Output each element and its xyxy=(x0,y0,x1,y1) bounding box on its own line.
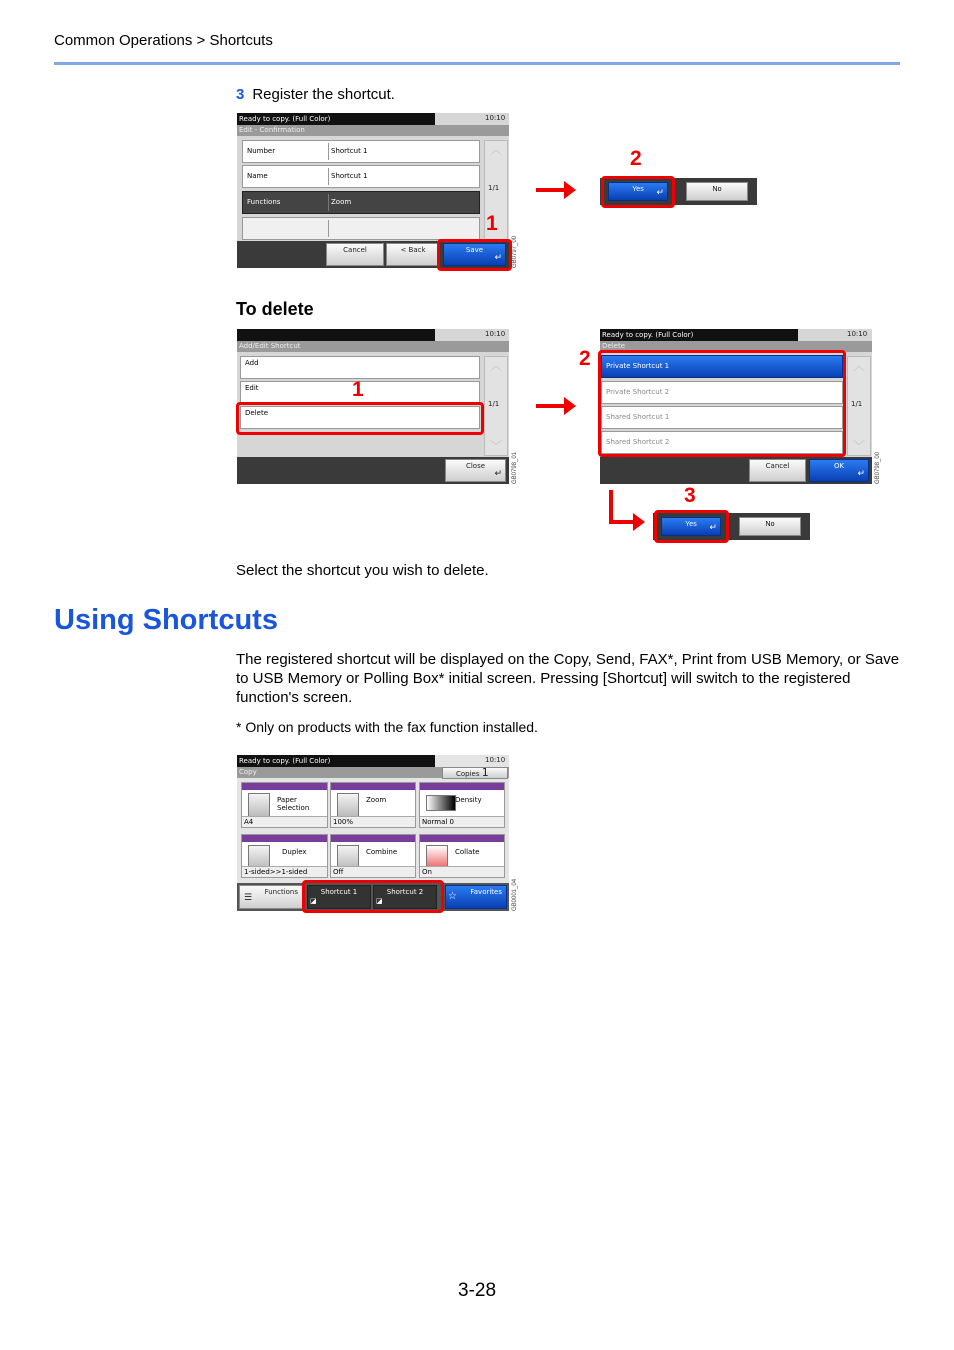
callout-number: 2 xyxy=(579,347,591,370)
collate-button[interactable] xyxy=(419,834,505,878)
row-empty xyxy=(242,217,480,240)
page-indicator: 1/1 xyxy=(851,400,863,408)
status-bar: Ready to copy. (Full Color) xyxy=(237,113,435,125)
clock: 10:10 xyxy=(847,330,868,338)
screen-title: Edit - Confirmation xyxy=(237,125,509,136)
function-label: Density xyxy=(455,796,482,804)
zoom-icon xyxy=(337,793,359,817)
copies-label: Copies xyxy=(456,770,480,778)
callout-number: 1 xyxy=(486,212,498,235)
clock: 10:10 xyxy=(485,114,506,122)
row-label: Name xyxy=(247,172,268,180)
row-functions[interactable] xyxy=(242,191,480,214)
functions-button[interactable] xyxy=(239,885,303,909)
save-label: Save xyxy=(465,246,484,254)
yes-label: Yes xyxy=(685,521,697,528)
function-value: 100% xyxy=(331,816,415,827)
callout-box-yes xyxy=(654,510,729,543)
function-label: Collate xyxy=(455,848,480,856)
step-number: 3 xyxy=(236,86,245,103)
figure-code: GB0001_04 xyxy=(512,878,518,911)
function-label: Combine xyxy=(366,848,398,856)
callout-number: 3 xyxy=(684,484,696,507)
paper-icon xyxy=(248,793,270,817)
callout-box-shortcut-list xyxy=(598,350,846,457)
callout-box-yes xyxy=(601,176,675,208)
no-button[interactable]: No xyxy=(686,182,748,201)
figure-code: GB0798_01 xyxy=(512,451,518,484)
screen-title: Copy xyxy=(237,767,509,778)
function-value: On xyxy=(420,866,504,877)
row-label: Number xyxy=(247,147,276,155)
callout-box-delete xyxy=(236,402,484,435)
function-label: Paper Selection xyxy=(277,796,310,812)
callout-box-save xyxy=(437,239,512,271)
no-button[interactable]: No xyxy=(739,517,801,536)
arrow-icon xyxy=(609,520,635,524)
favorites-button[interactable] xyxy=(445,885,507,909)
back-button[interactable]: < Back xyxy=(386,243,440,266)
breadcrumb: Common Operations > Shortcuts xyxy=(54,32,273,49)
arrow-icon xyxy=(536,404,566,408)
status-bar: Ready to copy. (Full Color) xyxy=(600,329,798,341)
row-edit[interactable]: Edit xyxy=(240,381,480,404)
row-delete[interactable]: Delete xyxy=(240,406,480,429)
copies-field[interactable] xyxy=(442,767,508,779)
yes-label: Yes xyxy=(632,186,644,193)
shortcut-2-label: Shortcut 2 xyxy=(386,888,424,896)
ok-label: OK xyxy=(833,462,845,470)
paper-selection-button[interactable] xyxy=(241,782,328,828)
scroll-down-icon[interactable]: ﹀ xyxy=(489,439,502,453)
page-indicator: 1/1 xyxy=(488,184,500,192)
scroll-up-icon[interactable]: ︿ xyxy=(852,359,865,373)
function-label: Zoom xyxy=(366,796,387,804)
density-button[interactable] xyxy=(419,782,505,828)
step-3 xyxy=(236,86,395,103)
row-label: Functions xyxy=(247,198,281,206)
enter-icon: ↵ xyxy=(709,522,717,532)
favorites-label: Favorites xyxy=(470,888,502,896)
shortcut-1-label: Shortcut 1 xyxy=(320,888,358,896)
combine-button[interactable] xyxy=(330,834,416,878)
zoom-button[interactable] xyxy=(330,782,416,828)
step-text: Register the shortcut. xyxy=(252,86,395,103)
function-value: Normal 0 xyxy=(420,816,504,827)
callout-number: 2 xyxy=(630,147,642,170)
row-shared-shortcut-1[interactable]: Shared Shortcut 1 xyxy=(601,406,843,429)
arrow-icon xyxy=(536,188,566,192)
scroll-up-icon[interactable]: ︿ xyxy=(489,359,502,373)
status-bar xyxy=(237,329,435,341)
enter-icon: ↵ xyxy=(494,469,502,479)
scroll-down-icon[interactable]: ﹀ xyxy=(852,439,865,453)
callout-box-shortcuts xyxy=(302,880,444,913)
header-rule xyxy=(54,62,900,65)
row-value: Zoom xyxy=(328,194,351,211)
screen-title: Add/Edit Shortcut xyxy=(237,341,509,352)
clock: 10:10 xyxy=(485,756,506,764)
row-private-shortcut-1[interactable]: Private Shortcut 1 xyxy=(601,355,843,378)
row-value: Shortcut 1 xyxy=(328,143,368,160)
enter-icon: ↵ xyxy=(656,187,664,197)
cancel-button[interactable]: Cancel xyxy=(749,459,806,482)
row-add[interactable]: Add xyxy=(240,356,480,379)
row-private-shortcut-2[interactable]: Private Shortcut 2 xyxy=(601,381,843,404)
density-icon xyxy=(426,795,456,811)
row-number xyxy=(242,140,480,163)
footnote: * Only on products with the fax function installed. xyxy=(236,719,538,735)
arrow-icon xyxy=(609,490,613,524)
ok-button[interactable] xyxy=(809,459,869,482)
function-value: 1-sided>>1-sided xyxy=(242,866,327,877)
row-value: Shortcut 1 xyxy=(328,168,368,185)
description-paragraph: The registered shortcut will be displayed on the Copy, Send, FAX*, Print from USB Memory, or Save to USB Memory or Polling Box* initial screen. Pressing [Shortcut] will switch to the registered function's screen. xyxy=(236,651,900,706)
section-title: Using Shortcuts xyxy=(54,604,278,636)
row-name xyxy=(242,165,480,188)
page-number: 3-28 xyxy=(458,1280,497,1301)
close-label: Close xyxy=(465,462,486,470)
enter-icon: ↵ xyxy=(857,469,865,479)
function-value: Off xyxy=(331,866,415,877)
page-indicator: 1/1 xyxy=(488,400,500,408)
copies-value: 1 xyxy=(481,766,489,779)
select-instruction: Select the shortcut you wish to delete. xyxy=(236,562,489,579)
enter-icon: ↵ xyxy=(494,253,502,263)
status-bar: Ready to copy. (Full Color) xyxy=(237,755,435,767)
function-value: A4 xyxy=(242,816,327,827)
star-icon: ☆ xyxy=(448,891,457,902)
list-icon: ☰ xyxy=(244,893,253,903)
cancel-button[interactable]: Cancel xyxy=(326,243,384,266)
screen-title: Delete xyxy=(600,341,872,352)
functions-label: Functions xyxy=(264,888,298,896)
row-shared-shortcut-2[interactable]: Shared Shortcut 2 xyxy=(601,431,843,454)
close-button[interactable] xyxy=(445,459,506,482)
clock: 10:10 xyxy=(485,330,506,338)
function-label: Duplex xyxy=(282,848,307,856)
shortcut-icon: ◪ xyxy=(376,897,383,905)
shortcut-icon: ◪ xyxy=(310,897,317,905)
delete-heading: To delete xyxy=(236,299,314,319)
figure-code: GB0797_00 xyxy=(512,235,518,268)
callout-number: 1 xyxy=(352,378,364,401)
figure-code: GB0798_00 xyxy=(875,451,881,484)
scroll-up-icon[interactable]: ︿ xyxy=(489,143,502,157)
duplex-button[interactable] xyxy=(241,834,328,878)
